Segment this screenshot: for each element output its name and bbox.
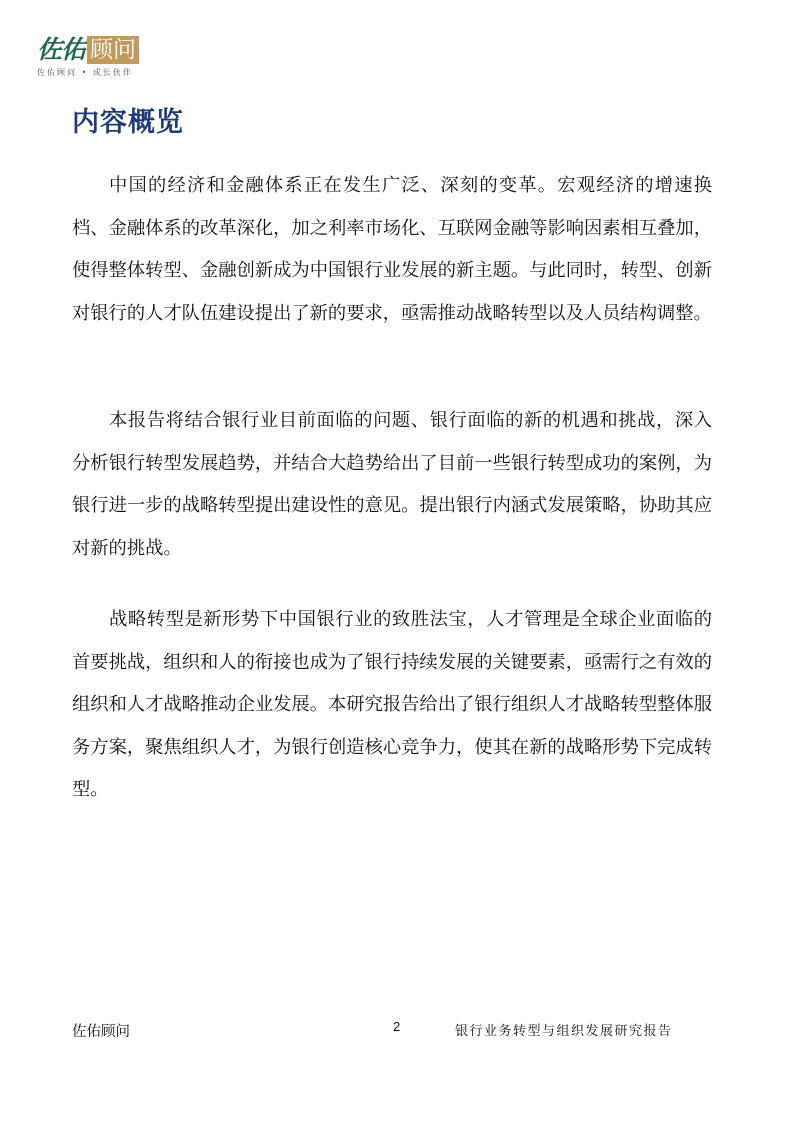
- logo-tagline: 佐佑顾问 • 成长伙伴: [37, 68, 133, 77]
- footer-company: 佐佑顾问: [72, 1024, 130, 1040]
- company-logo: [37, 36, 147, 78]
- logo-mark: [37, 36, 147, 64]
- logo-box-text: 顾问: [87, 36, 139, 64]
- paragraph-3: 战略转型是新形势下中国银行业的致胜法宝，人才管理是全球企业面临的首要挑战，组织和人的衔接也成为了银行持续发展的关键要素，亟需行之有效的组织和人才战略推动企业发展。本研究报告给出了银行组织人才战略转型整体服务方案，聚焦组织人才，为银行创造核心竞争力，使其在新的战略形势下完成转型。: [72, 609, 712, 800]
- logo-green-text: 佐佑: [37, 35, 86, 64]
- page-title: 内容概览: [72, 107, 184, 138]
- paragraph-2: 本报告将结合银行业目前面临的问题、银行面临的新的机遇和挑战，深入分析银行转型发展趋势，并结合大趋势给出了目前一些银行转型成功的案例，为银行进一步的战略转型提出建设性的意见。提出银行内涵式发展策略，协助其应对新的挑战。: [72, 410, 712, 559]
- paragraph-1: 中国的经济和金融体系正在发生广泛、深刻的变革。宏观经济的增速换档、金融体系的改革深化，加之利率市场化、互联网金融等影响因素相互叠加，使得整体转型、金融创新成为中国银行业发展的新主题。与此同时，转型、创新对银行的人才队伍建设提出了新的要求，亟需推动战略转型以及人员结构调整。: [72, 175, 712, 324]
- page-number: 2: [393, 1019, 401, 1034]
- footer-report-title: 银行业务转型与组织发展研究报告: [455, 1024, 673, 1039]
